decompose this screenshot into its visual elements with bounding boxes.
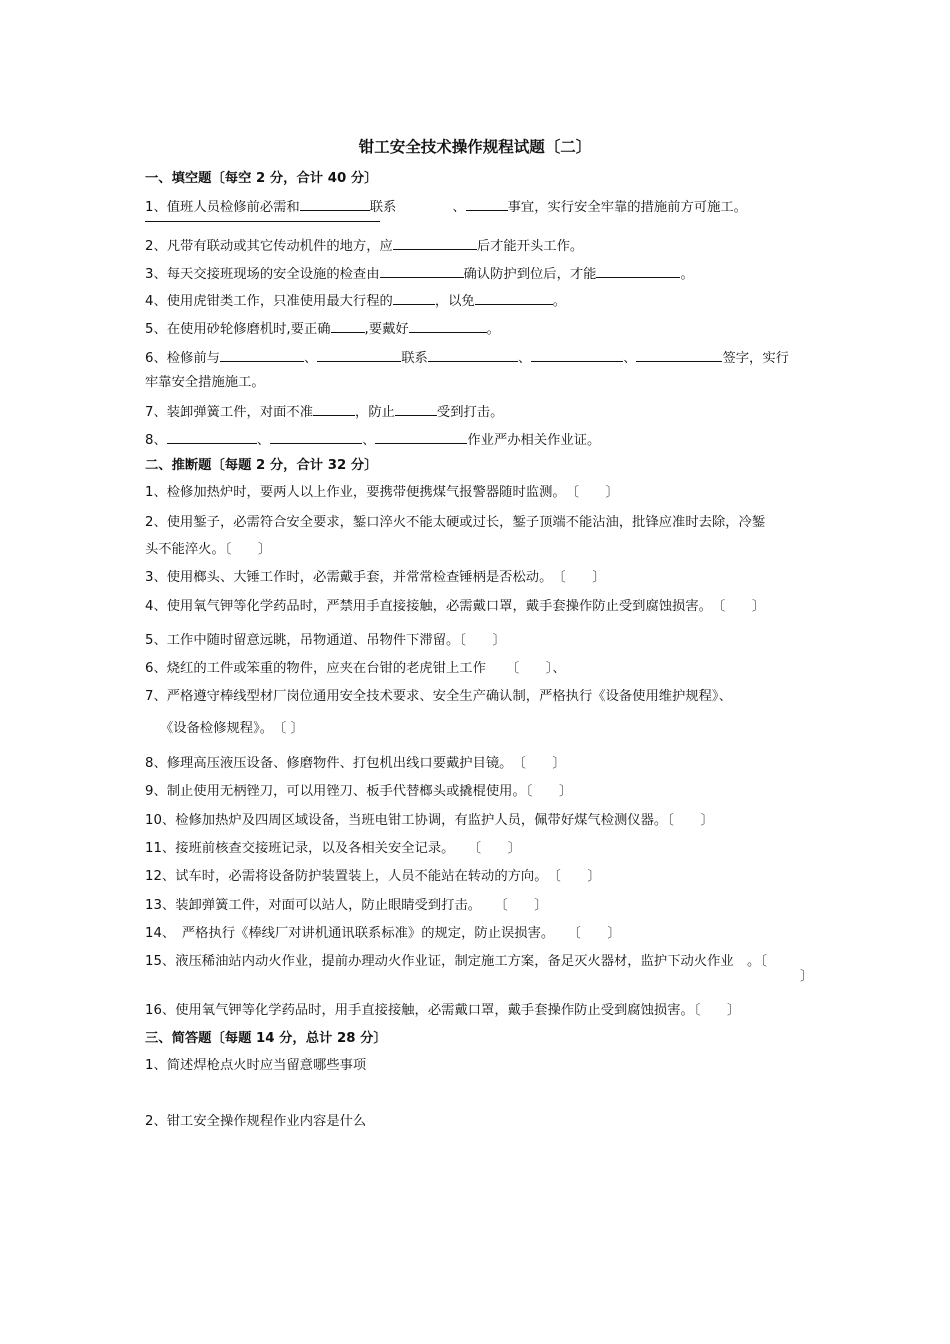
- blank: [475, 290, 553, 305]
- q1-text-a: 1、值班人员检修前必需和: [145, 200, 300, 215]
- tf-item: 1、检修加热炉时，要两人以上作业，要携带便携煤气报警器随时监测。 〔 〕: [145, 485, 619, 500]
- question-1-8: [145, 429, 600, 450]
- tf-item: 9、制止使用无柄锉刀，可以用锉刀、板手代替榔头或撬棍使用。〔 〕: [145, 784, 573, 799]
- blank: [270, 429, 362, 444]
- blank: [409, 318, 487, 333]
- tf-item: 10、检修加热炉及四周区域设备，当班电钳工协调，有监护人员，佩带好煤气检测仪器。〔 〕: [145, 813, 714, 828]
- question-1-5: [145, 318, 500, 339]
- q8-text-b: 、: [256, 433, 271, 448]
- tf-item: 13、装卸弹簧工件，对面可以站人，防止眼睛受到打击。 〔 〕: [145, 898, 548, 913]
- tf-item: 16、使用氧气钾等化学药品时，用手直接接触，必需戴口罩，戴手套操作防止受到腐蚀损害。〔 〕: [145, 1003, 741, 1018]
- page-title: 钳工安全技术操作规程试题〔二〕: [358, 138, 592, 156]
- q6-text-e: 、: [623, 351, 637, 366]
- q7-text-a: 7、装卸弹簧工件，对面不准: [145, 405, 314, 420]
- short-answer-question-1: 1、简述焊枪点火时应当留意哪些事项: [145, 1058, 367, 1073]
- q4-text-b: ，以免: [434, 294, 475, 309]
- q8-text-a: 8、: [145, 433, 167, 448]
- blank: [313, 401, 355, 416]
- q7-text-c: 受到打击。: [436, 405, 504, 420]
- q3-text-a: 3、每天交接班现场的安全设施的检查由: [145, 267, 380, 282]
- tf-item: 5、工作中随时留意远眺，吊物通道、吊物件下滞留。〔 〕: [145, 633, 506, 648]
- q2-text-a: 2、凡带有联动或其它传动机件的地方，应: [145, 239, 393, 254]
- question-1-2: [145, 235, 583, 256]
- q6-text-d: 、: [517, 351, 532, 366]
- question-1-3: [145, 263, 694, 284]
- blank: [466, 196, 508, 211]
- tf-item: 头不能淬火。〔 〕: [145, 542, 272, 557]
- blank: [380, 263, 464, 278]
- q1-text-b: 联系: [369, 200, 397, 215]
- q4-text-a: 4、使用虎钳类工作，只准使用最大行程的: [145, 294, 393, 309]
- q5-text-a: 5、在使用砂轮修磨机时,要正确: [145, 322, 331, 337]
- question-1-7: [145, 401, 503, 422]
- q5-text-c: 。: [486, 322, 500, 337]
- question-1-1: [145, 196, 747, 217]
- blank: [375, 429, 467, 444]
- q6-text-f: 签字，实行: [722, 351, 789, 366]
- q1-text-d: 事宜，实行安全牢靠的措施前方可施工。: [507, 200, 747, 215]
- question-1-6: [145, 347, 789, 368]
- tf-item: 15、液压稀油站内动火作业，提前办理动火作业证，制定施工方案，备足灭火器材，监护下动火作业 。〔: [145, 954, 767, 969]
- blank: [395, 401, 437, 416]
- q5-text-b: ,要戴好: [364, 322, 409, 337]
- blank: [636, 347, 722, 362]
- question-1-4: [145, 290, 566, 311]
- tf-item: 4、使用氧气钾等化学药品时，严禁用手直接接触，必需戴口罩，戴手套操作防止受到腐蚀损害。 〔 〕: [145, 599, 766, 614]
- blank: [428, 347, 518, 362]
- blank: [596, 263, 680, 278]
- section-heading-short-answer: 三、简答题〔每题 14 分，总计 28 分〕: [145, 1031, 387, 1046]
- q4-text-c: 。: [552, 294, 566, 309]
- blank: [220, 347, 304, 362]
- q8-text-c: 、: [362, 433, 376, 448]
- q1-text-c: 、: [452, 200, 466, 215]
- q7-text-b: ，防止: [355, 405, 395, 420]
- q6-text-c: 联系: [401, 351, 428, 366]
- blank: [393, 290, 435, 305]
- tf-item: 14、 严格执行《棒线厂对讲机通讯联系标准》的规定，防止误损害。 〔 〕: [145, 926, 621, 941]
- blank: [300, 196, 370, 211]
- q2-text-b: 后才能开头工作。: [476, 239, 584, 254]
- blank: [331, 318, 365, 333]
- blank-line: [145, 221, 380, 222]
- tf-item: 11、接班前核查交接班记录，以及各相关安全记录。 〔 〕: [145, 841, 521, 856]
- tf-item: 7、严格遵守棒线型材厂岗位通用安全技术要求、安全生产确认制，严格执行《设备使用维护规程》、: [145, 689, 732, 704]
- tf-item: 《设备检修规程》。 〔 〕: [160, 721, 304, 736]
- q6-text-a: 6、检修前与: [145, 351, 220, 366]
- tf-item: 3、使用榔头、大锤工作时，必需戴手套，并常常检查锤柄是否松动。 〔 〕: [145, 570, 606, 585]
- question-1-6-cont: 牢靠安全措施施工。: [145, 375, 265, 390]
- tf-item: 6、烧红的工件或笨重的物件，应夹在台钳的老虎钳上工作 〔 〕、: [145, 661, 566, 676]
- section-heading-fill-blank: 一、填空题〔每空 2 分，合计 40 分〕: [145, 171, 378, 186]
- short-answer-question-2: 2、钳工安全操作规程作业内容是什么: [145, 1114, 367, 1129]
- blank: [167, 429, 257, 444]
- tf-item: 12、试车时，必需将设备防护装置装上，人员不能站在转动的方向。 〔 〕: [145, 869, 601, 884]
- tf-item: 8、修理高压液压设备、修磨物件、打包机出线口要戴护目镜。 〔 〕: [145, 756, 566, 771]
- q8-text-d: 作业严办相关作业证。: [467, 433, 601, 448]
- q3-text-c: 。: [680, 267, 694, 282]
- tf-item: 〕: [800, 969, 814, 984]
- blank: [531, 347, 623, 362]
- q6-text-b: 、: [303, 351, 318, 366]
- blank: [393, 235, 477, 250]
- q3-text-b: 确认防护到位后，才能: [463, 267, 597, 282]
- section-heading-true-false: 二、推断题〔每题 2 分，合计 32 分〕: [145, 458, 378, 473]
- tf-item: 2、使用錾子，必需符合安全要求，錾口淬火不能太硬或过长，錾子顶端不能沾油，批锋应准时去除，冷錾: [145, 515, 766, 530]
- blank: [317, 347, 401, 362]
